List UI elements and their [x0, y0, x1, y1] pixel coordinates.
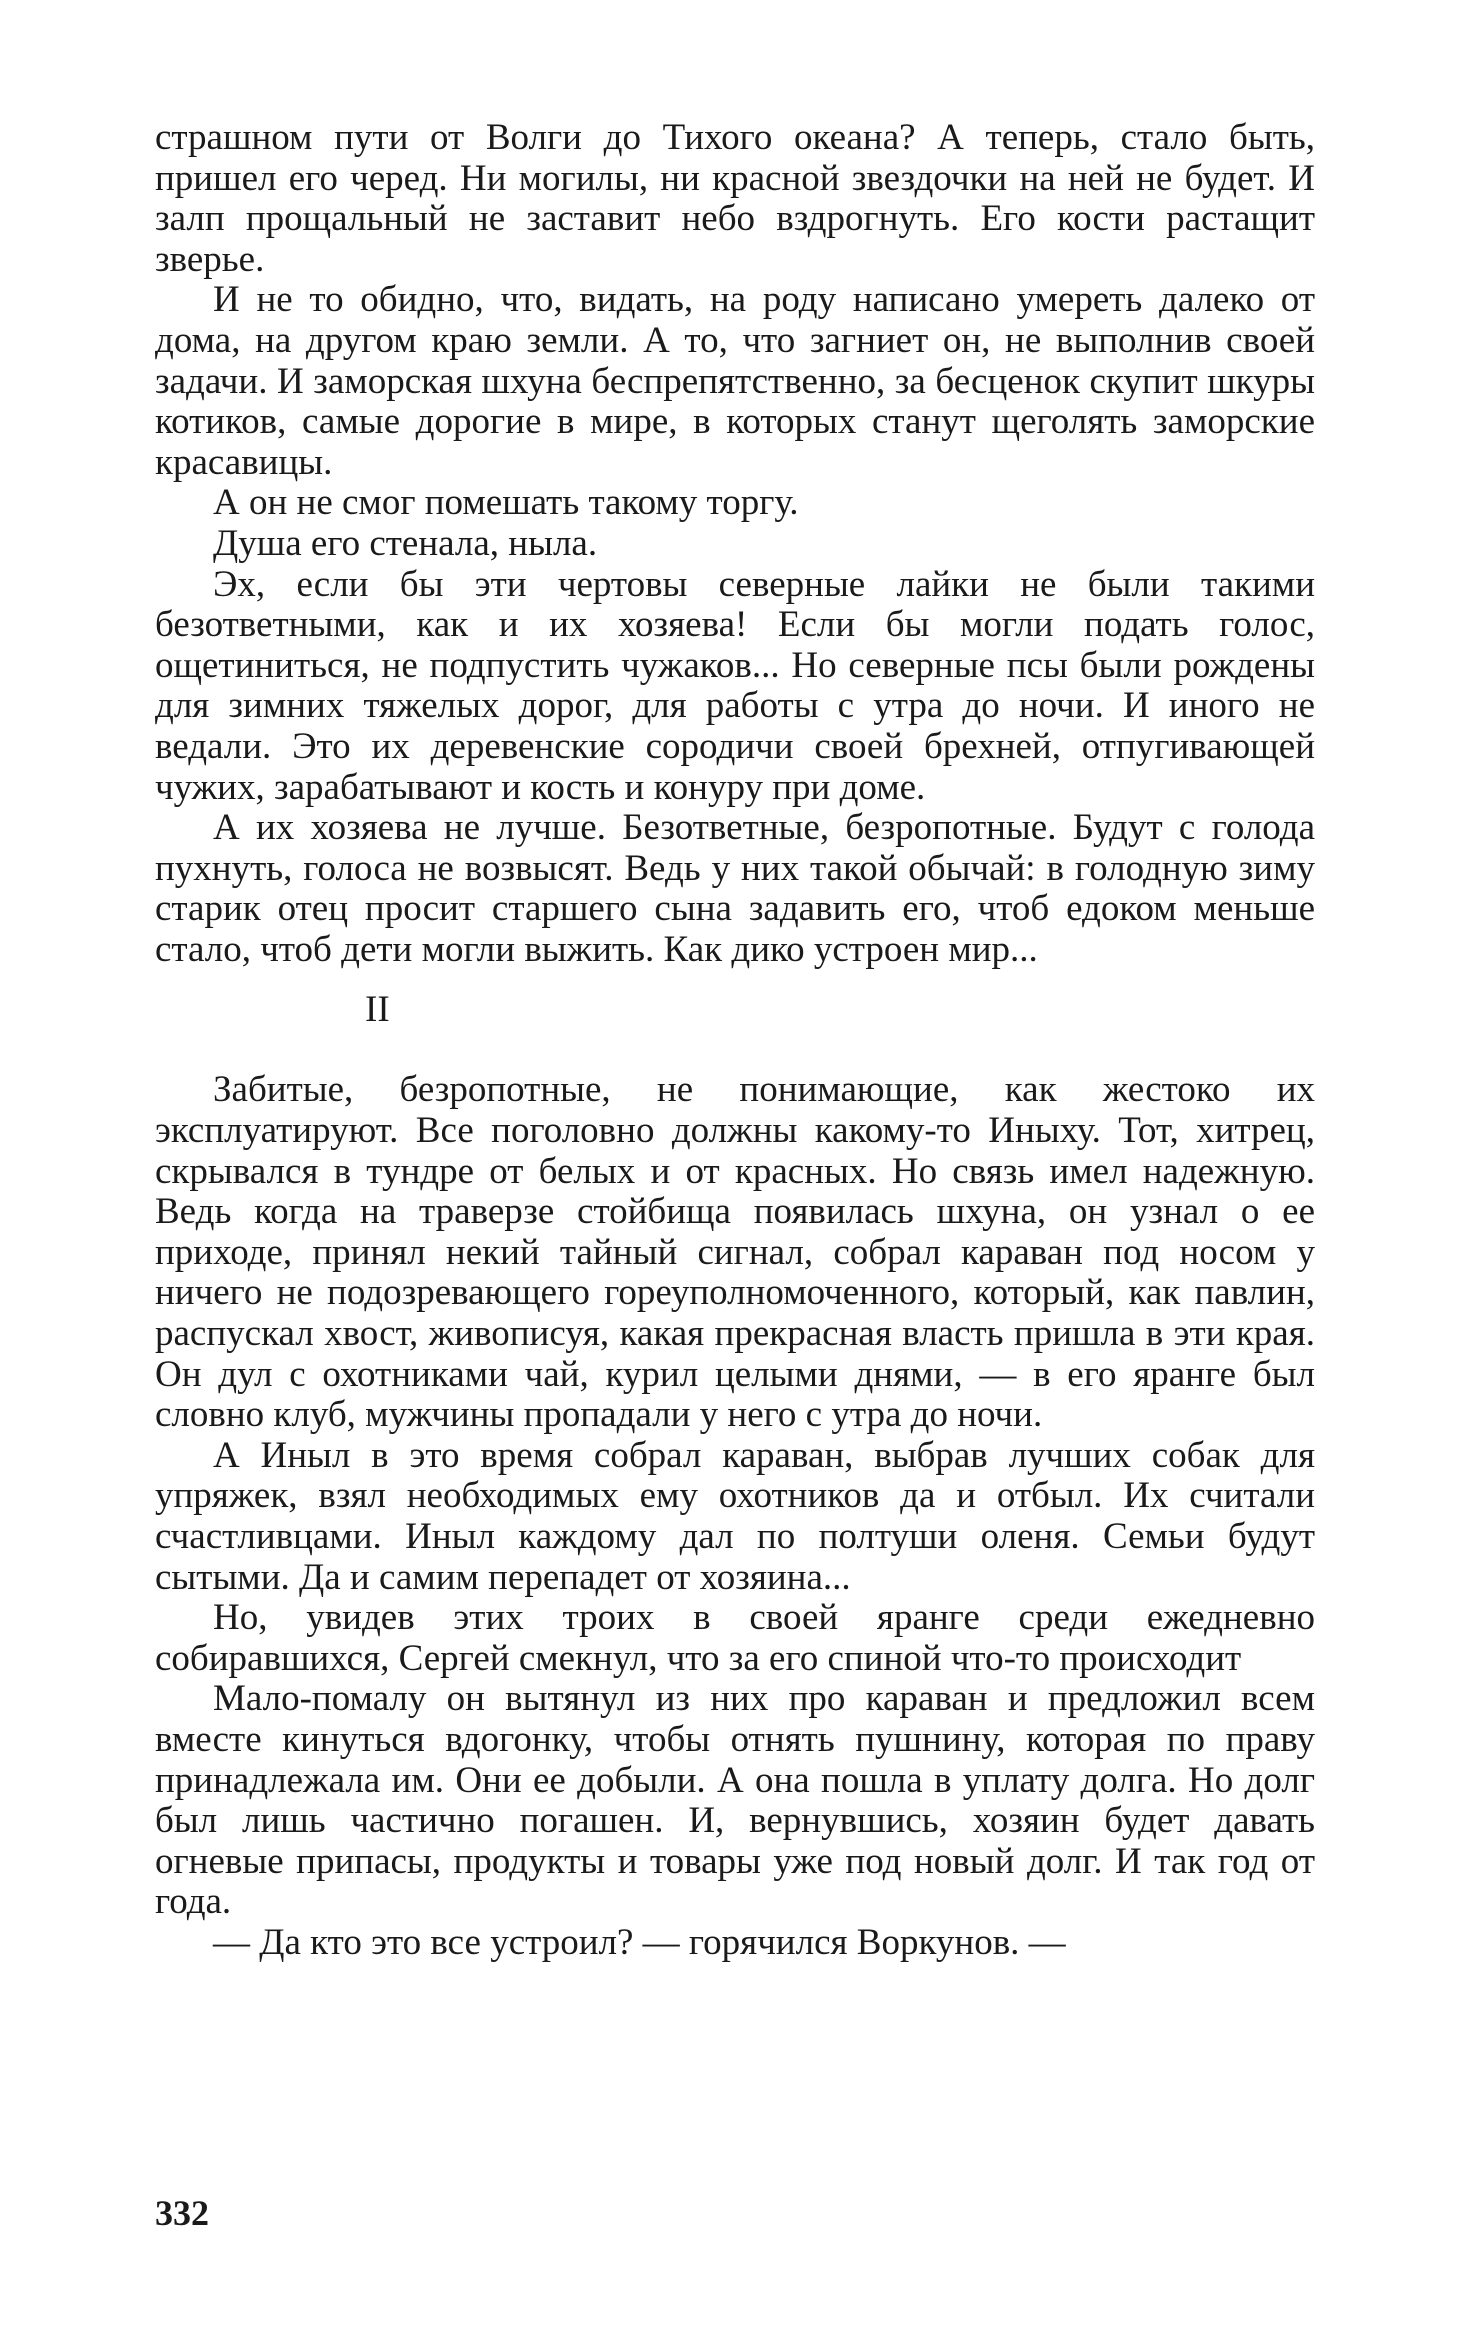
paragraph: Эх, если бы эти чертовы северные лайки не были такими безответными, как и их хозяева! Если бы могли подать голос, ощетиниться, не подпустить чужаков... Но северные псы были рождены для зимних тяжелых дорог, для работы с утра до ночи. И иного не ведали. Это их деревенские сородичи своей брехней, отпугивающей чужих, зарабатывают и кость и конуру при доме.	[155, 563, 1315, 808]
book-page	[155, 118, 1315, 1964]
paragraph: Забитые, безропотные, не понимающие, как жестоко их эксплуатируют. Все поголовно должны какому-то Иныху. Тот, хитрец, скрывался в тундре от белых и от красных. Но связь имел надежную. Ведь когда на траверзе стойбища появилась шхуна, он узнал о ее приходе, принял некий тайный сигнал, собрал караван под носом у ничего не подозревающего гореуполномоченного, который, как павлин, распускал хвост, живописуя, какая прекрасная власть пришла в эти края. Он дул с охотниками чай, курил целыми днями, — в его яранге был словно клуб, мужчины пропадали у него с утра до ночи.	[155, 1069, 1315, 1436]
paragraph: И не то обидно, что, видать, на роду написано умереть далеко от дома, на другом краю земли. А то, что загниет он, не выполнив своей задачи. И заморская шхуна беспрепятственно, за бесценок скупит шкуры котиков, самые дорогие в мире, в которых станут щеголять заморские красавицы.	[155, 279, 1315, 483]
paragraph: А Иныл в это время собрал караван, выбрав лучших собак для упряжек, взял необходимых ему охотников да и отбыл. Их считали счастливцами. Иныл каждому дал по полтуши оленя. Семьи будут сытыми. Да и самим перепадет от хозяина...	[155, 1434, 1315, 1598]
paragraph: А их хозяева не лучше. Безответные, безропотные. Будут с голода пухнуть, голоса не возвысят. Ведь у них такой обычай: в голодную зиму старик отец просит старшего сына задавить его, чтоб едоком меньше стало, чтоб дети могли выжить. Как дико устроен мир...	[155, 807, 1315, 970]
page-number: 332	[155, 2193, 209, 2233]
paragraph: Но, увидев этих троих в своей яранге среди ежедневно собиравшихся, Сергей смекнул, что за его спиной что-то происходит	[155, 1597, 1315, 1679]
text-block-bottom	[155, 1070, 1315, 1963]
paragraph: А он не смог помешать такому торгу.	[213, 482, 799, 524]
paragraph: Мало-помалу он вытянул из них про караван и предложил всем вместе кинуться вдогонку, чтобы отнять пушнину, которая по праву принадлежала им. Они ее добыли. А она пошла в уплату долга. Но долг был лишь частично погашен. И, вернувшись, хозяин будет давать огневые припасы, продукты и товары уже под новый долг. И так год от года.	[155, 1678, 1315, 1923]
paragraph: страшном пути от Волги до Тихого океана? А теперь, стало быть, пришел его черед. Ни могилы, ни красной звездочки на ней не будет. И залп прощальный не заставит небо вздрогнуть. Его кости растащит зверье.	[155, 117, 1315, 280]
chapter-heading: II	[365, 989, 390, 1031]
paragraph: — Да кто это все устроил? — горячился Воркунов. —	[213, 1921, 1066, 1963]
paragraph: Душа его стенала, ныла.	[213, 522, 598, 564]
text-block-top	[155, 118, 1315, 970]
